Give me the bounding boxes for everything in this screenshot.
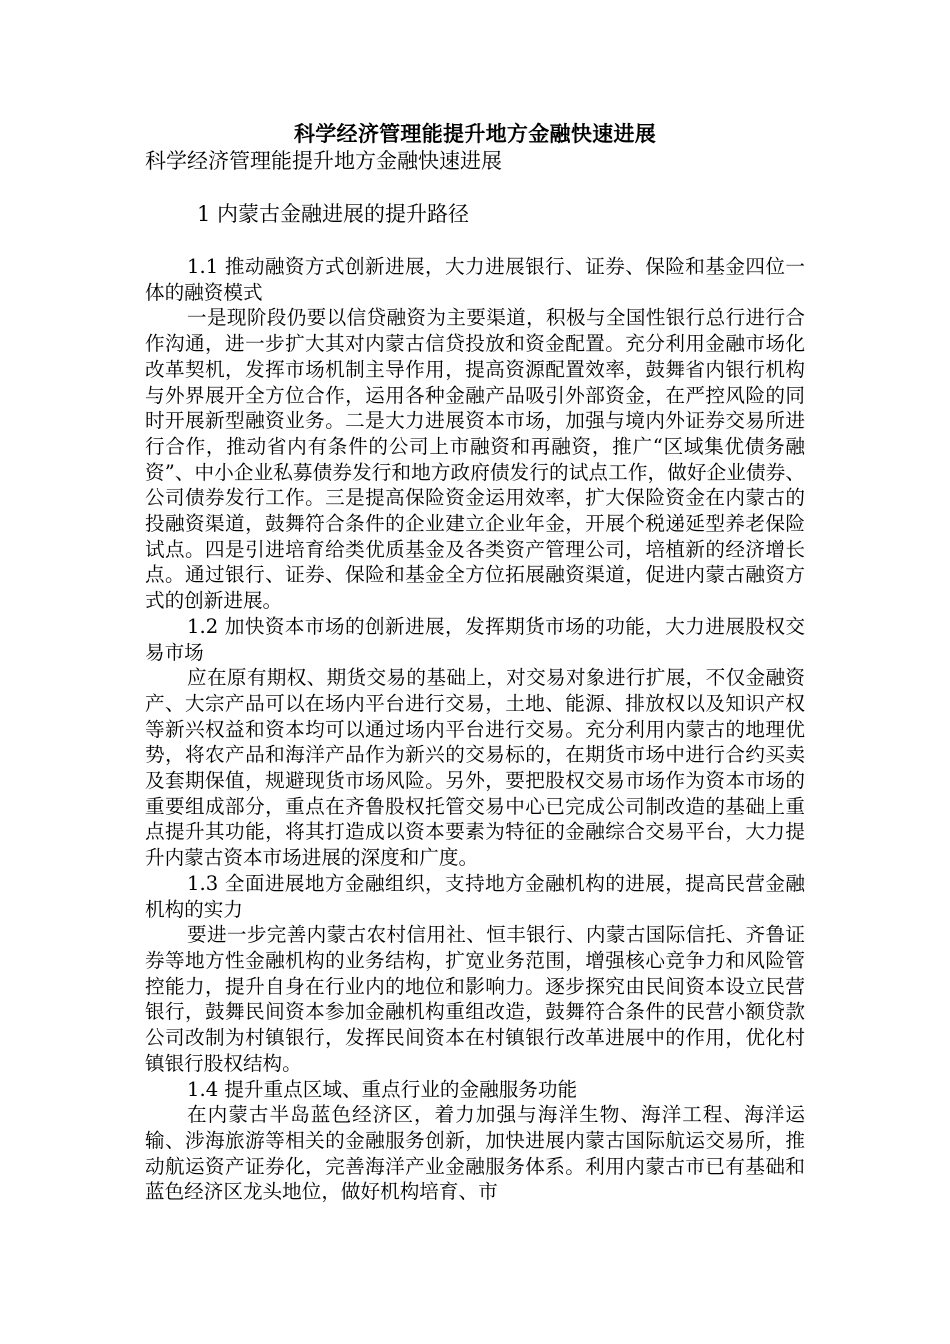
document-title: 科学经济管理能提升地方金融快速进展 [293,121,657,146]
subsection-heading-1-2: 1.2 加快资本市场的创新进展，发挥期货市场的功能，大力进展股权交易市场 [145,614,805,664]
subsection-heading-1-4: 1.4 提升重点区域、重点行业的金融服务功能 [187,1077,578,1101]
document-subtitle: 科学经济管理能提升地方金融快速进展 [145,149,502,173]
paragraph-1-3: 要进一步完善内蒙古农村信用社、恒丰银行、内蒙古国际信托、齐鲁证券等地方性金融机构的业务结构，扩宽业务范围，增强核心竞争力和风险管控能力，提升自身在行业内的地位和影响力。逐步探究由民间资本设立民营银行，鼓舞民间资本参加金融机构重组改造，鼓舞符合条件的民营小额贷款公司改制为村镇银行，发挥民间资本在村镇银行改革进展中的作用，优化村镇银行股权结构。 [145,923,805,1075]
paragraph-1-1: 一是现阶段仍要以信贷融资为主要渠道，积极与全国性银行总行进行合作沟通，进一步扩大其对内蒙古信贷投放和资金配置。充分利用金融市场化改革契机，发挥市场机制主导作用，提高资源配置效率，鼓舞省内银行机构与外界展开全方位合作，运用各种金融产品吸引外部资金，在严控风险的同时开展新型融资业务。二是大力进展资本市场，加强与境内外证券交易所进行合作，推动省内有条件的公司上市融资和再融资，推广“区域集优债务融资”、中小企业私募债券发行和地方政府债发行的试点工作，做好企业债券、公司债券发行工作。三是提高保险资金运用效率，扩大保险资金在内蒙古的投融资渠道，鼓舞符合条件的企业建立企业年金，开展个税递延型养老保险试点。四是引进培育给类优质基金及各类资产管理公司，培植新的经济增长点。通过银行、证券、保险和基金全方位拓展融资渠道，促进内蒙古融资方式的创新进展。 [145,306,805,613]
subsection-heading-1-1: 1.1 推动融资方式创新进展，大力进展银行、证券、保险和基金四位一体的融资模式 [145,255,805,304]
paragraph-1-2: 应在原有期权、期货交易的基础上，对交易对象进行扩展，不仅金融资产、大宗产品可以在场内平台进行交易，土地、能源、排放权以及知识产权等新兴权益和资本均可以通过场内平台进行交易。充分利用内蒙古的地理优势，将农产品和海洋产品作为新兴的交易标的，在期货市场中进行合约买卖及套期保值，规避现货市场风险。另外，要把股权交易市场作为资本市场的重要组成部分，重点在齐鲁股权托管交易中心已完成公司制改造的基础上重点提升其功能，将其打造成以资本要素为特征的金融综合交易平台，大力提升内蒙古资本市场进展的深度和广度。 [145,666,805,870]
subsection-heading-1-3: 1.3 全面进展地方金融组织，支持地方金融机构的进展，提高民营金融机构的实力 [145,871,805,921]
document-page [145,120,805,1205]
paragraph-1-4: 在内蒙古半岛蓝色经济区，着力加强与海洋生物、海洋工程、海洋运输、涉海旅游等相关的金融服务创新，加快进展内蒙古国际航运交易所，推动航运资产证券化，完善海洋产业金融服务体系。利用内蒙古市已有基础和蓝色经济区龙头地位，做好机构培育、市 [145,1103,805,1204]
section-heading: 1 内蒙古金融进展的提升路径 [197,202,470,226]
